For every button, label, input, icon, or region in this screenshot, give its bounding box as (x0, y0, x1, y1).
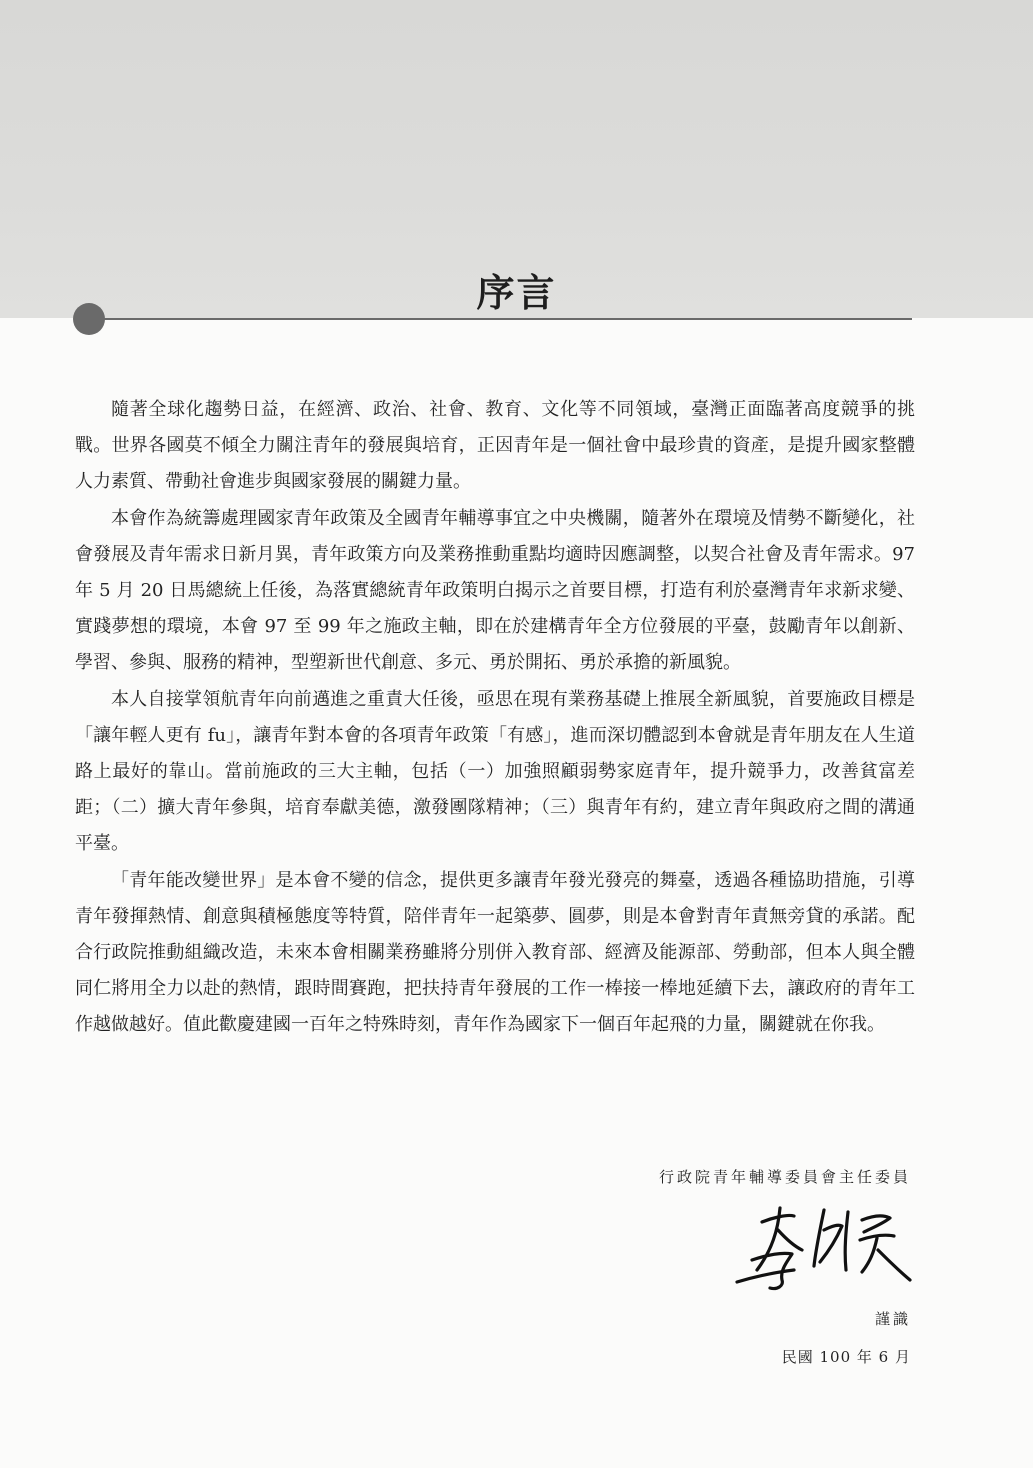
paragraph-2: 本會作為統籌處理國家青年政策及全國青年輔導事宜之中央機關，隨著外在環境及情勢不斷變化，社會發展及青年需求日新月異，青年政策方向及業務推動重點均適時因應調整，以契合社會及青年需求。97 年 5 月 20 日馬總統上任後，為落實總統青年政策明白揭示之首要目標，打造有利於臺灣青年求新求變、實踐夢想的環境，本會 97 至 99 年之施政主軸，即在於建構青年全方位發展的平臺，鼓勵青年以創新、學習、參與、服務的精神，型塑新世代創意、多元、勇於開拓、勇於承擔的新風貌。 (75, 507, 915, 674)
page-title: 序言 (476, 271, 557, 315)
signature-block (659, 1166, 911, 1187)
closing-remark: 謹識 (874, 1310, 911, 1328)
paragraph-4: 「青年能改變世界」是本會不變的信念，提供更多讓青年發光發亮的舞臺，透過各種協助措施，引導青年發揮熱情、創意與積極態度等特質，陪伴青年一起築夢、圓夢，則是本會對青年責無旁貸的承諾。配合行政院推動組織改造，未來本會相關業務雖將分別併入教育部、經濟及能源部、勞動部，但本人與全體同仁將用全力以赴的熱情，跟時間賽跑，把扶持青年發展的工作一棒接一棒地延續下去，讓政府的青年工作越做越好。值此歡慶建國一百年之特殊時刻，青年作為國家下一個百年起飛的力量，關鍵就在你我。 (75, 869, 915, 1036)
signer-title: 行政院青年輔導委員會主任委員 (658, 1168, 911, 1186)
paragraph-1: 隨著全球化趨勢日益，在經濟、政治、社會、教育、文化等不同領域，臺灣正面臨著高度競爭的挑戰。世界各國莫不傾全力關注青年的發展與培育，正因青年是一個社會中最珍貴的資產，是提升國家整體人力素質、帶動社會進步與國家發展的關鍵力量。 (75, 399, 915, 493)
title-rule-line (100, 318, 912, 320)
date: 民國 100 年 6 月 (781, 1348, 911, 1366)
preface-body (75, 392, 915, 1044)
handwritten-signature (732, 1200, 917, 1295)
paragraph-3: 本人自接掌領航青年向前邁進之重責大任後，亟思在現有業務基礎上推展全新風貌，首要施政目標是「讓年輕人更有 fu」，讓青年對本會的各項青年政策「有感」，進而深切體認到本會就是青年朋友在人生道路上最好的靠山。當前施政的三大主軸，包括（一）加強照顧弱勢家庭青年，提升競爭力，改善貧富差距；（二）擴大青年參與，培育奉獻美德，激發團隊精神；（三）與青年有約，建立青年與政府之間的溝通平臺。 (75, 688, 915, 855)
